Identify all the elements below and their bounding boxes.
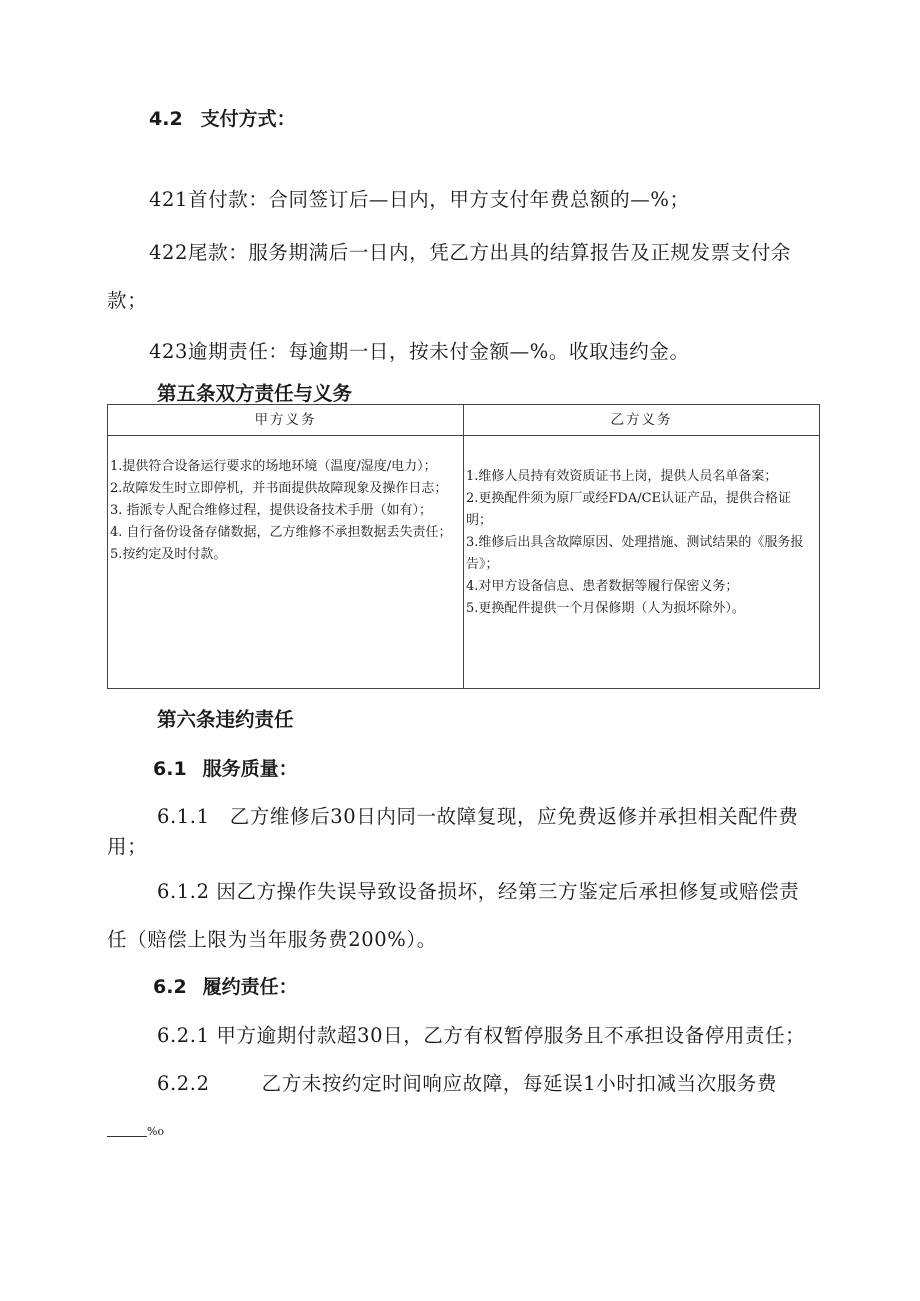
clause-6-2-2 xyxy=(157,1068,777,1096)
clause-6-2-2-text: 乙方未按约定时间响应故障，每延误1小时扣减当次服务费 xyxy=(261,1072,778,1095)
party-a-items xyxy=(110,456,459,566)
party-b-item-1: 1.维修人员持有效资质证书上岗，提供人员名单备案； xyxy=(466,469,778,484)
party-a-header: 甲方义务 xyxy=(108,405,463,436)
section-6-2-number: 6.2 xyxy=(153,976,187,998)
clause-6-2-2-number: 6.2.2 xyxy=(157,1072,210,1095)
clause-4-2-2-line1: 422尾款：服务期满后一日内，凭乙方出具的结算报告及正规发票支付余 xyxy=(149,241,792,264)
party-a-item-3: 3. 指派专人配合维修过程，提供设备技术手册（如有）； xyxy=(110,503,433,518)
party-b-items xyxy=(466,466,815,620)
party-a-column xyxy=(108,405,464,688)
section-4-2-title: 支付方式： xyxy=(200,108,296,130)
section-6-2-title: 履约责任： xyxy=(202,976,298,998)
party-b-header: 乙方义务 xyxy=(464,405,819,436)
party-b-item-2: 2.更换配件须为原厂或经FDA/CE认证产品，提供合格证明； xyxy=(466,491,792,528)
section-6-1-number: 6.1 xyxy=(153,758,187,780)
clause-4-2-3: 423逾期责任：每逾期一日，按未付金额—%。收取违约金。 xyxy=(149,340,690,363)
party-a-item-2: 2.故障发生时立即停机，并书面提供故障现象及操作日志； xyxy=(110,481,448,496)
section-6-1-title: 服务质量： xyxy=(202,758,298,780)
party-b-column xyxy=(464,405,819,688)
party-b-item-4: 4.对甲方设备信息、患者数据等履行保密义务； xyxy=(466,579,739,594)
clause-6-2-2-tail xyxy=(107,1122,164,1138)
obligations-table xyxy=(107,404,820,689)
fill-in-blank xyxy=(107,1122,147,1137)
clause-6-2-1: 6.2.1 甲方逾期付款超30日，乙方有权暂停服务且不承担设备停用责任； xyxy=(157,1024,806,1047)
clause-6-2-2-tail-text: %o xyxy=(147,1125,165,1138)
article-6-title: 第六条违约责任 xyxy=(157,708,294,731)
clause-6-1-1-line1: 6.1.1 乙方维修后30日内同一故障复现，应免费返修并承担相关配件费 xyxy=(157,805,799,828)
party-b-item-5: 5.更换配件提供一个月保修期（人为损坏除外）。 xyxy=(466,601,745,616)
clause-6-1-2-line1: 6.1.2 因乙方操作失误导致设备损坏，经第三方鉴定后承担修复或赔偿责 xyxy=(157,880,800,903)
clause-4-2-2-line2: 款； xyxy=(107,289,148,312)
party-a-item-5: 5.按约定及时付款。 xyxy=(110,547,227,562)
article-5-title: 第五条双方责任与义务 xyxy=(157,382,353,405)
section-4-2-number: 4.2 xyxy=(149,108,183,130)
clause-6-1-2-line2: 任（赔偿上限为当年服务费200%）。 xyxy=(107,928,437,951)
party-b-item-3: 3.维修后出具含故障原因、处理措施、测试结果的《服务报告》； xyxy=(466,535,804,572)
clause-4-2-1: 421首付款：合同签订后—日内，甲方支付年费总额的—%； xyxy=(149,188,690,211)
party-a-item-4: 4. 自行备份设备存储数据，乙方维修不承担数据丢失责任； xyxy=(110,525,452,540)
clause-6-1-1-line2: 用； xyxy=(107,835,148,858)
party-a-item-1: 1.提供符合设备运行要求的场地环境（温度/湿度/电力）； xyxy=(110,459,437,474)
section-4-2-heading xyxy=(149,104,296,131)
section-6-2-heading xyxy=(153,972,298,999)
section-6-1-heading xyxy=(153,754,298,781)
